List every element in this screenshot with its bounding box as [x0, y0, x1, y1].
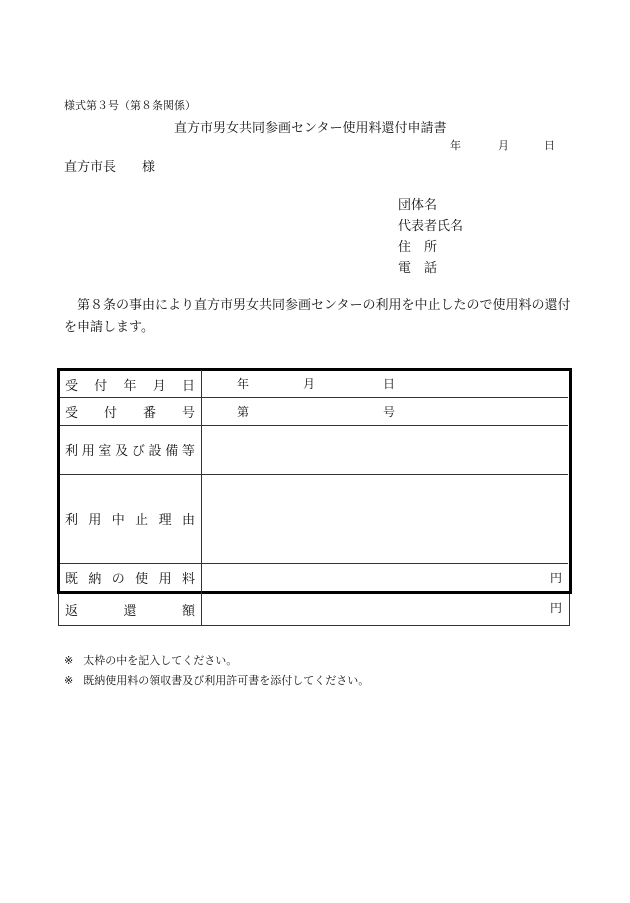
addressee-honorific: 様	[142, 160, 156, 175]
row-label-cancellation-reason: 利 用 中 止 理 由	[65, 513, 195, 528]
note-mark: ※	[64, 674, 74, 687]
applicant-address-label: 住 所	[398, 240, 438, 255]
receipt-date-year-label: 年	[237, 377, 250, 391]
receipt-number-prefix: 第	[237, 405, 250, 419]
row-label-fee-paid: 既 納 の 使 用 料	[65, 572, 195, 587]
applicant-representative-label: 代表者氏名	[398, 219, 464, 234]
note-item: ※ 既納使用料の領収書及び利用許可書を添付してください。	[64, 674, 370, 687]
date-day-label: 日	[544, 139, 555, 152]
refund-amount-yen-label: 円	[550, 601, 563, 615]
row-label-receipt-number: 受 付 番 号	[65, 405, 195, 421]
applicant-org-name-label: 団体名	[398, 198, 438, 213]
note-item: ※ 太枠の中を記入してください。	[64, 654, 238, 667]
date-month-label: 月	[498, 139, 509, 152]
receipt-date-month-label: 月	[303, 377, 316, 391]
row-label-receipt-date: 受 付 年 月 日	[65, 378, 195, 394]
date-year-label: 年	[450, 139, 461, 152]
addressee-name: 直方市長	[64, 160, 117, 175]
receipt-number-suffix: 号	[383, 405, 396, 419]
applicant-phone-label: 電 話	[398, 261, 438, 276]
form-number: 様式第３号（第８条関係）	[64, 99, 196, 112]
fee-paid-yen-label: 円	[550, 571, 563, 585]
row-label-room-and-equipment: 利 用 室 及 び 設 備 等	[65, 444, 195, 459]
addressee	[64, 156, 155, 175]
application-statement: 第８条の事由により直方市男女共同参画センターの利用を中止したので使用料の還付を申請します。	[64, 298, 571, 335]
receipt-date-day-label: 日	[383, 377, 396, 391]
table-column-divider	[201, 370, 202, 625]
note-mark: ※	[64, 654, 74, 667]
row-label-refund-amount: 返 還 額	[65, 603, 195, 619]
form-title: 直方市男女共同参画センター使用料還付申請書	[174, 121, 447, 136]
